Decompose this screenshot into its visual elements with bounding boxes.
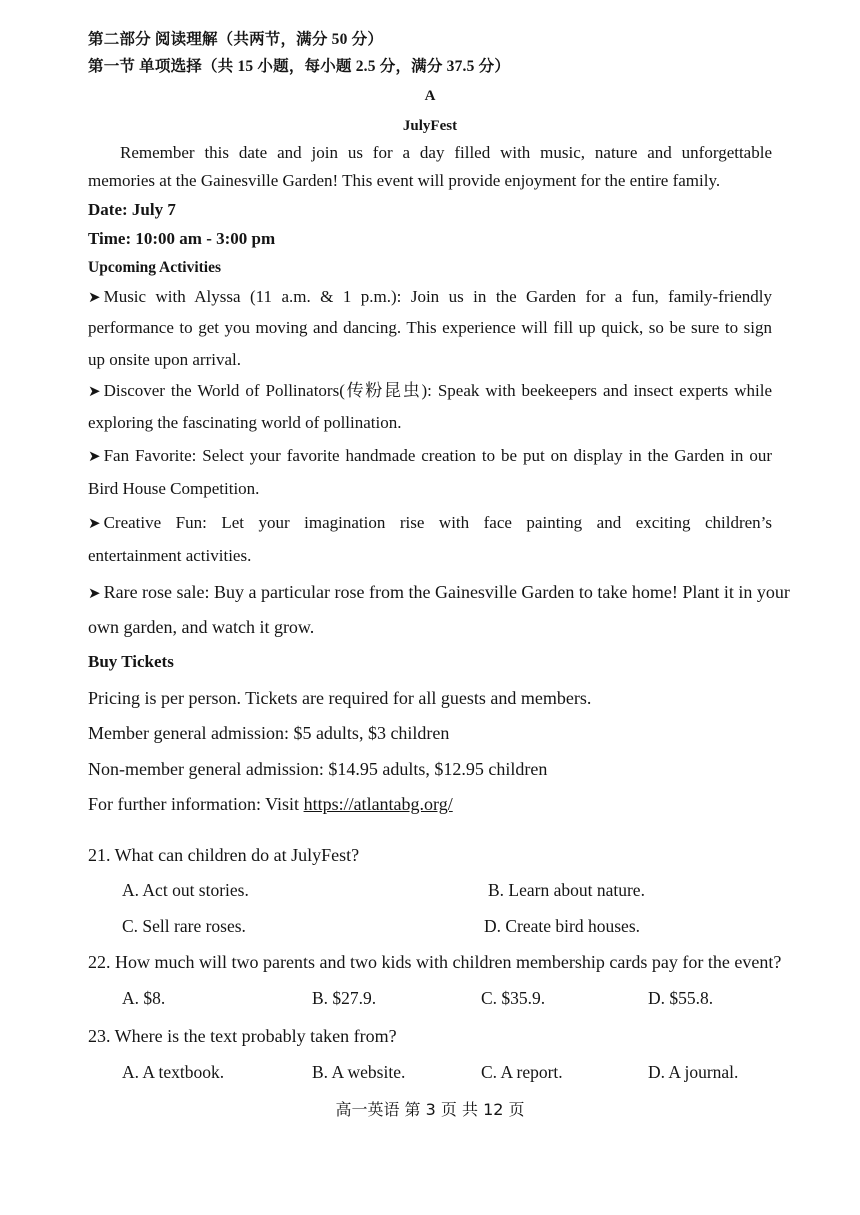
activity-music-line-3: up onsite upon arrival. xyxy=(88,350,241,369)
q21-option-c: C. Sell rare roses. xyxy=(122,916,246,936)
q22-option-b: B. $27.9. xyxy=(312,988,377,1008)
intro-line-2: memories at the Gainesville Garden! This event will provide enjoyment for the entire family. xyxy=(88,171,721,190)
event-time: Time: 10:00 am - 3:00 pm xyxy=(88,229,276,248)
activity-rose-line-2: own garden, and watch it grow. xyxy=(88,617,315,637)
q21-option-b: B. Learn about nature. xyxy=(488,880,645,900)
activity-favorite-line-1: ➤ Fan Favorite: Select your favorite handmade creation to be put on display in the Garden in our xyxy=(88,446,772,465)
part-heading: 第二部分 阅读理解（共两节，满分 50 分） xyxy=(88,31,384,48)
page-footer: 高一英语 第 3 页 共 12 页 xyxy=(335,1100,525,1119)
tickets-nonmember: Non-member general admission: $14.95 adults, $12.95 children xyxy=(88,759,548,779)
activity-favorite-line-2: Bird House Competition. xyxy=(88,479,260,498)
arrow-bullet-icon: ➤ xyxy=(88,449,101,465)
passage-title: JulyFest xyxy=(402,118,458,134)
activity-rose-line-1: ➤ Rare rose sale: Buy a particular rose from the Gainesville Garden to take home! Plant it in your xyxy=(88,582,790,602)
activity-creative-line-1: ➤ Creative Fun: Let your imagination rise with face painting and exciting children’s xyxy=(88,513,772,532)
q23-option-a: A. A textbook. xyxy=(122,1062,225,1082)
q23-option-d: D. A journal. xyxy=(648,1062,739,1082)
question-23-stem: 23. Where is the text probably taken from? xyxy=(88,1026,397,1046)
tickets-member: Member general admission: $5 adults, $3 children xyxy=(88,723,450,743)
arrow-bullet-icon: ➤ xyxy=(88,290,101,306)
further-info: For further information: Visit https://atlantabg.org/ xyxy=(88,794,453,814)
q22-option-d: D. $55.8. xyxy=(648,988,714,1008)
activity-pollinators-line-2: exploring the fascinating world of pollination. xyxy=(88,413,402,432)
arrow-bullet-icon: ➤ xyxy=(88,586,101,602)
event-date: Date: July 7 xyxy=(88,200,176,219)
section-heading: 第一节 单项选择（共 15 小题，每小题 2.5 分，满分 37.5 分） xyxy=(88,58,511,75)
tickets-pricing: Pricing is per person. Tickets are required for all guests and members. xyxy=(88,688,592,708)
q22-option-a: A. $8. xyxy=(122,988,166,1008)
arrow-bullet-icon: ➤ xyxy=(88,384,101,400)
activity-creative-line-2: entertainment activities. xyxy=(88,546,252,565)
q23-option-c: C. A report. xyxy=(481,1062,563,1082)
passage-letter: A xyxy=(424,88,436,104)
activity-pollinators-line-1: ➤ Discover the World of Pollinators(传粉昆虫): Speak with beekeepers and insect experts while xyxy=(88,381,772,400)
tickets-heading: Buy Tickets xyxy=(88,652,174,671)
activity-music-line-1: ➤ Music with Alyssa (11 a.m. & 1 p.m.): Join us in the Garden for a fun, family-friendly xyxy=(88,287,772,306)
question-21-stem: 21. What can children do at JulyFest? xyxy=(88,845,360,865)
arrow-bullet-icon: ➤ xyxy=(88,516,101,532)
activity-music-line-2: performance to get you moving and dancing. This experience will fill up quick, so be sure to sign xyxy=(88,318,772,337)
q21-option-d: D. Create bird houses. xyxy=(484,916,641,936)
q22-option-c: C. $35.9. xyxy=(481,988,546,1008)
intro-line-1: Remember this date and join us for a day filled with music, nature and unforgettable xyxy=(120,143,772,162)
q23-option-b: B. A website. xyxy=(312,1062,406,1082)
question-22-stem: 22. How much will two parents and two kids with children membership cards pay for the event? xyxy=(88,952,782,972)
q21-option-a: A. Act out stories. xyxy=(122,880,249,900)
website-link[interactable]: https://atlantabg.org/ xyxy=(303,794,453,814)
activities-heading: Upcoming Activities xyxy=(88,259,222,276)
